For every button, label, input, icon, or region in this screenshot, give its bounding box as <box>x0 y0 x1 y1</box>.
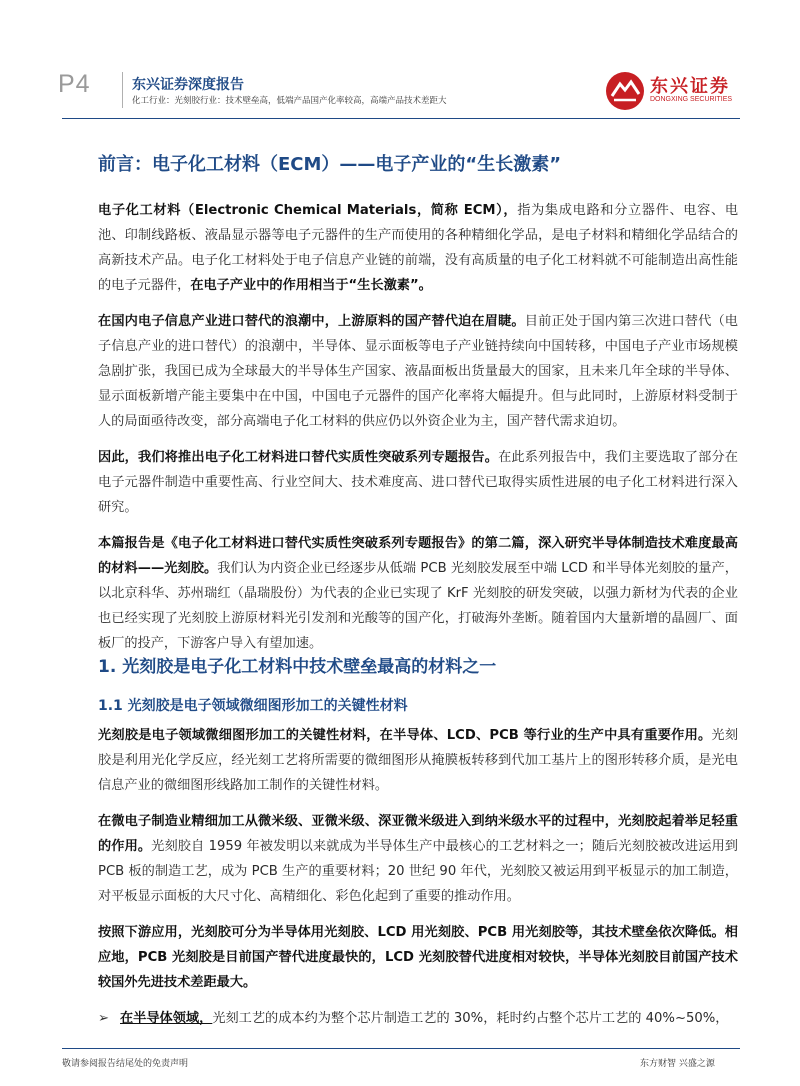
s1-p2-bold: 在微电子制造业精细加工从微米级、亚微米级、深亚微米级进入到纳米级水平的过程中，光刻胶起着举足轻重的作用。 <box>98 814 738 854</box>
preface-paragraph-3 <box>98 445 738 520</box>
section-paragraph-1 <box>98 723 738 798</box>
report-subtitle: 化工行业：光刻胶行业：技术壁垒高，低端产品国产化率较高，高端产品技术差距大 <box>132 96 447 106</box>
p4-bold: 本篇报告是《电子化工材料进口替代实质性突破系列专题报告》的第二篇，深入研究半导体制造技术难度最高的材料——光刻胶。 <box>98 536 738 576</box>
bullet-text: 光刻工艺的成本约为整个芯片制造工艺的 30%，耗时约占整个芯片工艺的 40%~50%， <box>212 1011 729 1026</box>
logo-mark-icon <box>604 70 646 112</box>
header-rule <box>62 118 740 119</box>
section-paragraph-2 <box>98 809 738 909</box>
bullet-item-semiconductor <box>98 1006 738 1031</box>
bullet-arrow-icon: ➢ <box>98 1011 110 1026</box>
p1-bold-a: 电子化工材料（Electronic Chemical Materials，简称 ECM）， <box>98 203 518 218</box>
section-1 <box>98 652 738 1031</box>
preface-title: 前言：电子化工材料（ECM）——电子产业的“生长激素” <box>98 154 562 175</box>
footer-slogan: 东方财智 兴盛之源 <box>640 1059 715 1069</box>
preface-section <box>98 150 738 667</box>
p2-bold: 在国内电子信息产业进口替代的浪潮中，上游原料的国产替代迫在眉睫。 <box>98 314 525 329</box>
header-divider <box>122 72 123 108</box>
preface-paragraph-4 <box>98 531 738 656</box>
company-logo <box>604 70 744 114</box>
section-1-title: 1. 光刻胶是电子化工材料中技术壁垒最高的材料之一 <box>98 657 497 677</box>
preface-paragraph-1 <box>98 198 738 298</box>
p4-text: 我们认为内资企业已经逐步从低端 PCB 光刻胶发展至中端 LCD 和半导体光刻胶的量产，以北京科华、苏州瑞红（晶瑞股份）为代表的企业已实现了 KrF 光刻胶的研发突破，以强力新材为代表的企业也已经实现了光刻胶上游原材料光引发剂和光酸等的国产化，打破海外垄断。随着国内大量新增的晶圆厂、面板厂的投产，下游客户导入有望加速。 <box>98 561 738 651</box>
footer-disclaimer: 敬请参阅报告结尾处的免责声明 <box>62 1059 189 1069</box>
s1-p2-text: 光刻胶自 1959 年被发明以来就成为半导体生产中最核心的工艺材料之一；随后光刻胶被改进运用到 PCB 板的制造工艺，成为 PCB 生产的重要材料；20 世纪 90 年代，光刻胶又被运用到平板显示的加工制造，对平板显示面板的大尺寸化、高精细化、彩色化起到了重要的推动作用。 <box>98 839 738 904</box>
p1-bold-b: 在电子产业中的作用相当于“生长激素”。 <box>190 278 432 293</box>
section-1-1-title: 1.1 光刻胶是电子领域微细图形加工的关键性材料 <box>98 698 408 714</box>
page-number: P4 <box>58 70 91 98</box>
p3-bold: 因此，我们将推出电子化工材料进口替代实质性突破系列专题报告。 <box>98 450 499 465</box>
s1-p1-bold: 光刻胶是电子领域微细图形加工的关键性材料，在半导体、LCD、PCB 等行业的生产中具有重要作用。 <box>98 728 712 743</box>
p2-text: 目前正处于国内第三次进口替代（电子信息产业的进口替代）的浪潮中，半导体、显示面板等电子产业链持续向中国转移，中国电子产业市场规模急剧扩张，我国已成为全球最大的半导体生产国家、液晶面板出货量最大的国家，且未来几年全球的半导体、显示面板新增产能主要集中在中国，中国电子元器件的国产化率将大幅提升。但与此同时，上游原材料受制于人的局面亟待改变，部分高端电子化工材料的供应仍以外资企业为主，国产替代需求迫切。 <box>98 314 738 429</box>
s1-p1-text: 光刻胶是利用光化学反应，经光刻工艺将所需要的微细图形从掩膜板转移到代加工基片上的图形转移介质，是光电信息产业的微细图形线路加工制作的关键性材料。 <box>98 728 739 793</box>
p1-text-a: 指为集成电路和分立器件、电容、电池、印制线路板、液晶显示器等电子元器件的生产而使用的各种精细化学品，是电子材料和精细化学品结合的高新技术产品。电子化工材料处于电子信息产业链的前端，没有高质量的电子化工材料就不可能制造出高性能的电子元器件， <box>98 203 739 293</box>
report-title: 东兴证券深度报告 <box>132 77 244 93</box>
logo-text-en: DONGXING SECURITIES <box>650 96 733 103</box>
section-paragraph-3 <box>98 920 738 995</box>
p3-text: 在此系列报告中，我们主要选取了部分在电子元器件制造中重要性高、行业空间大、技术难度高、进口替代已取得实质性进展的电子化工材料进行深入研究。 <box>98 450 738 515</box>
bullet-bold: 在半导体领域， <box>120 1011 213 1026</box>
s1-p3-bold: 按照下游应用，光刻胶可分为半导体用光刻胶、LCD 用光刻胶、PCB 用光刻胶等，其技术壁垒依次降低。相应地，PCB 光刻胶是目前国产替代进度最快的，LCD 光刻胶替代进度相对较快，半导体光刻胶目前国产技术较国外先进技术差距最大。 <box>98 925 738 990</box>
logo-text-cn: 东兴证券 <box>650 76 730 97</box>
page-header <box>0 0 800 112</box>
footer-rule <box>62 1048 740 1049</box>
preface-paragraph-2 <box>98 309 738 434</box>
